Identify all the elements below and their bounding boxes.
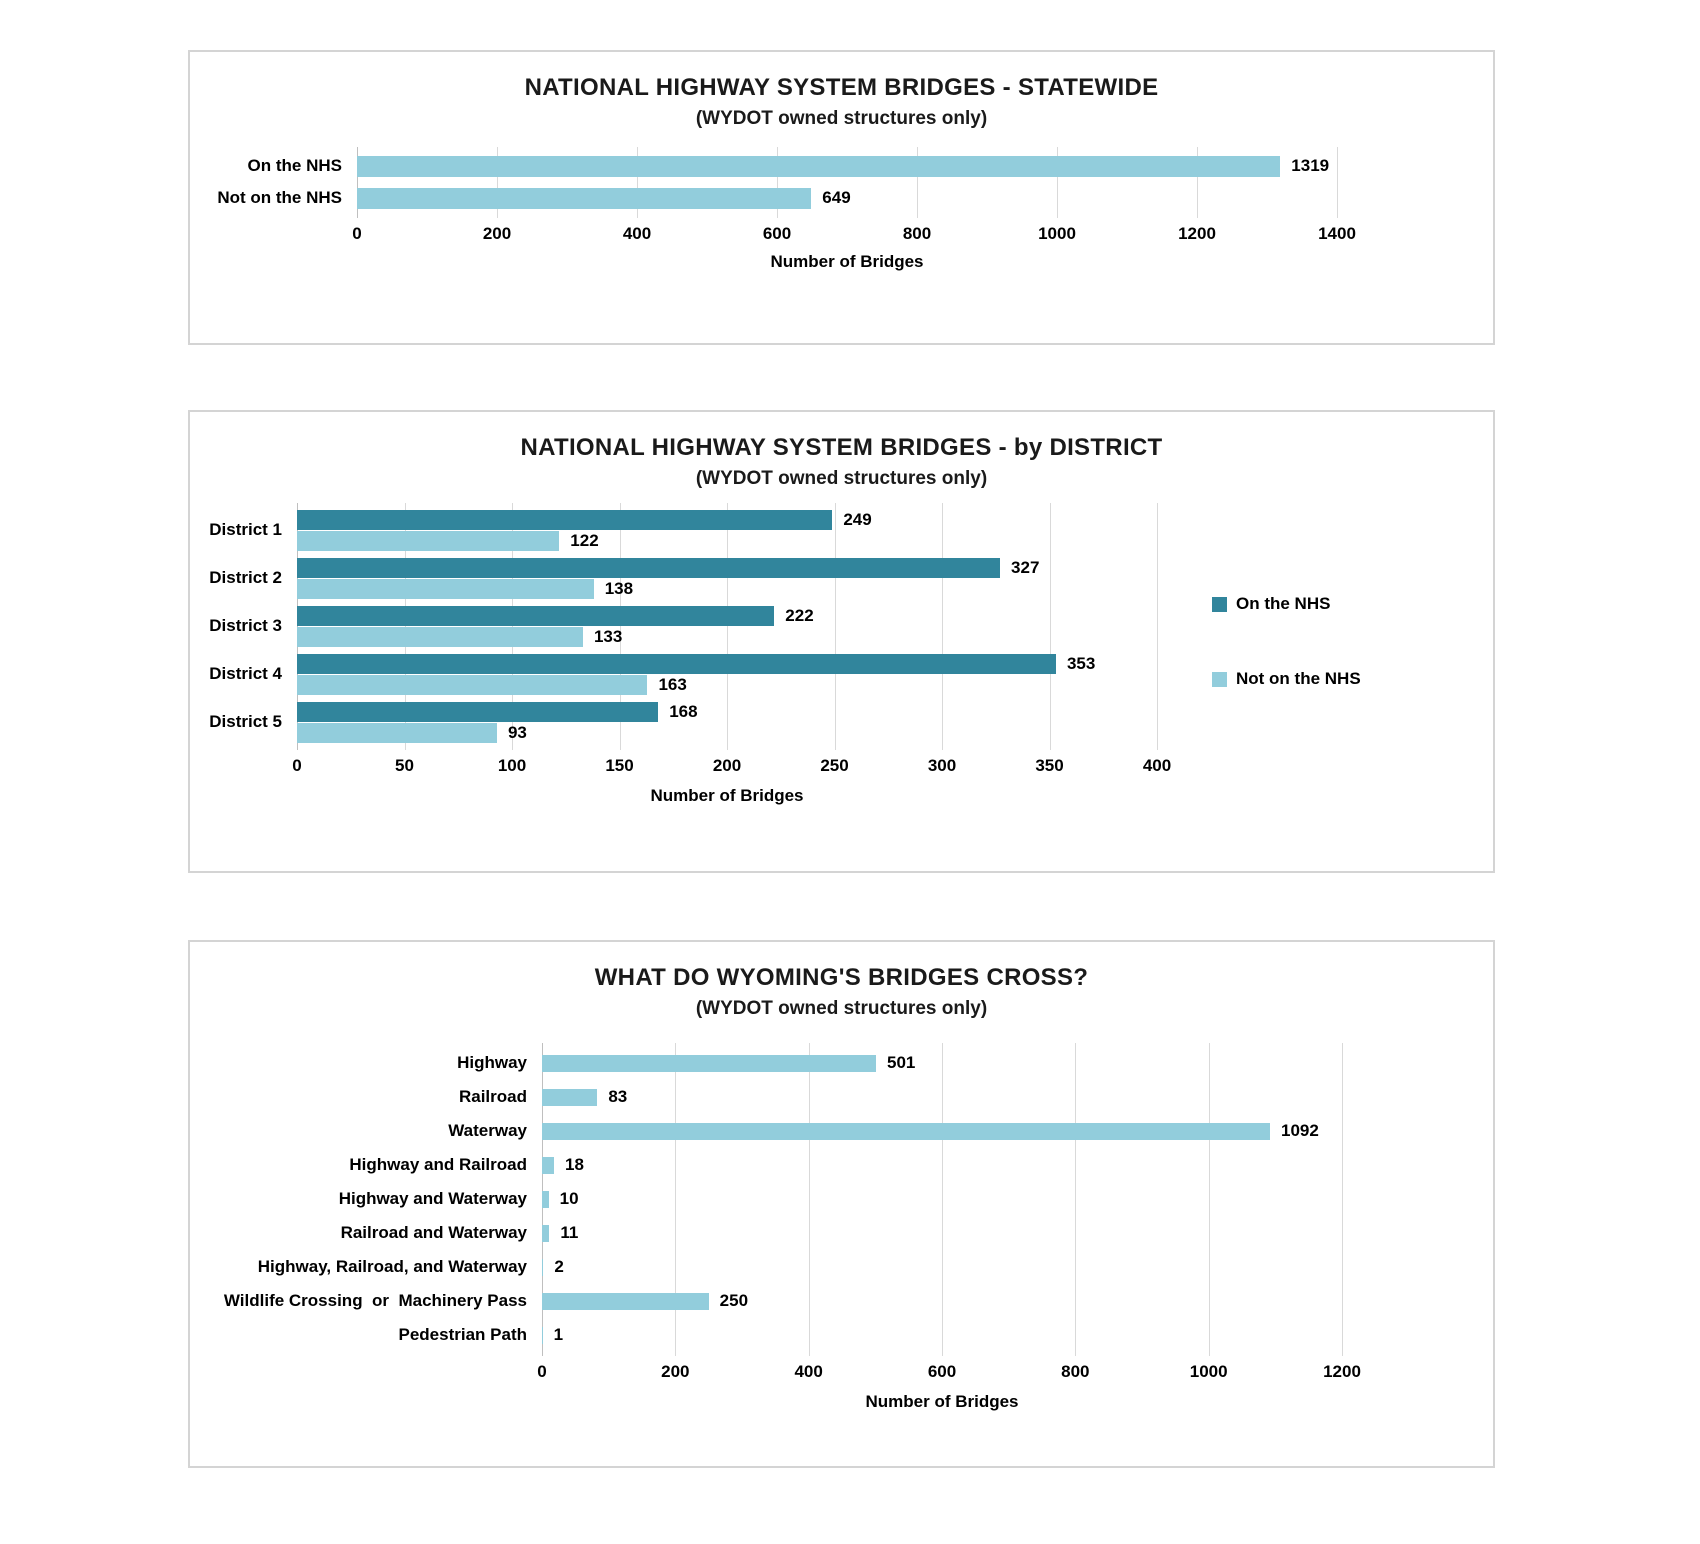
chart-row (190, 1114, 1493, 1148)
bar (542, 1259, 543, 1276)
chart-panel-bridges-cross (188, 940, 1495, 1468)
category-label: District 1 (209, 520, 282, 539)
category-label: Railroad and Waterway (340, 1223, 527, 1242)
category-label: Highway and Waterway (338, 1189, 527, 1208)
category-label: Railroad (458, 1087, 527, 1106)
legend-swatch (1212, 672, 1227, 687)
bar (297, 627, 583, 647)
bar-zone (297, 554, 1157, 602)
chart-row (190, 506, 1493, 554)
value-label: 18 (565, 1155, 584, 1174)
axis-tick-label: 150 (605, 756, 634, 775)
bar-zone (542, 1182, 1342, 1216)
value-label: 1 (553, 1325, 564, 1344)
axis-tick-label: 1000 (1189, 1362, 1228, 1381)
axis-tick-label: 300 (927, 756, 957, 775)
chart-subtitle: (WYDOT owned structures only) (695, 998, 988, 1019)
bar (542, 1055, 876, 1072)
bar (542, 1327, 543, 1344)
bar-zone (357, 182, 1337, 214)
value-label: 327 (1011, 557, 1040, 577)
chart-row (190, 1318, 1493, 1352)
bar (297, 606, 774, 626)
bar-zone (542, 1284, 1342, 1318)
chart-title: NATIONAL HIGHWAY SYSTEM BRIDGES - STATEWIDE (524, 74, 1159, 101)
value-label: 1319 (1291, 156, 1330, 175)
chart-row (190, 1216, 1493, 1250)
x-axis-ticks (537, 1352, 1361, 1390)
bar-zone (542, 1080, 1342, 1114)
bar-zone (542, 1250, 1342, 1284)
x-axis-ticks (292, 746, 1172, 784)
axis-tick-label: 250 (820, 756, 849, 775)
axis-tick-label: 0 (352, 224, 362, 243)
bar (542, 1191, 549, 1208)
bar (542, 1123, 1270, 1140)
category-label: Pedestrian Path (398, 1325, 527, 1344)
axis-tick-label: 400 (794, 1362, 823, 1381)
category-label: Waterway (448, 1121, 527, 1140)
category-label: Highway and Railroad (349, 1155, 527, 1174)
category-label: Highway, Railroad, and Waterway (257, 1257, 527, 1276)
chart-subtitle: (WYDOT owned structures only) (695, 108, 988, 129)
chart-row (190, 698, 1493, 746)
value-label: 501 (887, 1053, 916, 1072)
x-axis-title: Number of Bridges (650, 786, 804, 805)
chart-row (190, 150, 1493, 182)
axis-tick-label: 600 (762, 224, 792, 243)
bar-zone (542, 1318, 1342, 1352)
legend-label: Not on the NHS (1236, 669, 1361, 688)
chart-panel-statewide (188, 50, 1495, 345)
axis-tick-label: 400 (622, 224, 652, 243)
bar-zone (297, 506, 1157, 554)
bar (297, 531, 559, 551)
plot-area (190, 1046, 1493, 1390)
bar (297, 675, 647, 695)
bar-zone (542, 1046, 1342, 1080)
bar (542, 1293, 709, 1310)
axis-tick-label: 350 (1035, 756, 1064, 775)
legend (1212, 594, 1361, 689)
bar (357, 156, 1280, 177)
plot-area (190, 506, 1493, 784)
bar-zone (297, 698, 1157, 746)
bar (357, 188, 811, 209)
value-label: 10 (559, 1189, 579, 1208)
bar (297, 654, 1056, 674)
bar (297, 558, 1000, 578)
bar-zone (542, 1148, 1342, 1182)
bar (297, 579, 594, 599)
axis-tick-label: 1200 (1178, 224, 1216, 243)
category-label: District 4 (209, 664, 282, 683)
bar-zone (542, 1114, 1342, 1148)
axis-tick-label: 200 (712, 756, 742, 775)
bar-zone (297, 602, 1157, 650)
chart-row (190, 1284, 1493, 1318)
legend-swatch (1212, 597, 1227, 612)
axis-tick-label: 0 (537, 1362, 547, 1381)
axis-tick-label: 1400 (1318, 224, 1356, 243)
chart-row (190, 1046, 1493, 1080)
value-label: 249 (843, 509, 872, 529)
axis-tick-label: 100 (497, 756, 527, 775)
x-axis-title: Number of Bridges (770, 252, 924, 271)
x-axis-title: Number of Bridges (865, 1392, 1019, 1411)
axis-tick-label: 800 (1061, 1362, 1090, 1381)
chart-row (190, 1080, 1493, 1114)
category-label: On the NHS (247, 156, 342, 175)
value-label: 353 (1066, 653, 1096, 673)
axis-tick-label: 0 (292, 756, 302, 775)
value-label: 133 (593, 626, 623, 646)
category-label: District 3 (209, 616, 282, 635)
x-axis-ticks (352, 214, 1356, 250)
legend-item (1212, 669, 1361, 689)
value-label: 168 (669, 701, 698, 721)
legend-item (1212, 594, 1361, 614)
bar (542, 1089, 597, 1106)
chart-title: NATIONAL HIGHWAY SYSTEM BRIDGES - by DISTRICT (520, 434, 1163, 461)
value-label: 83 (608, 1087, 628, 1106)
legend-label: On the NHS (1236, 594, 1331, 613)
value-label: 2 (554, 1257, 564, 1276)
category-label: Wildlife Crossing or Machinery Pass (223, 1291, 527, 1310)
chart-row (190, 1182, 1493, 1216)
value-label: 138 (604, 578, 634, 598)
bar (542, 1157, 554, 1174)
category-label: Not on the NHS (217, 188, 342, 207)
value-label: 222 (785, 605, 814, 625)
axis-tick-label: 200 (661, 1362, 690, 1381)
axis-tick-label: 50 (395, 756, 414, 775)
axis-tick-label: 200 (482, 224, 512, 243)
chart-subtitle: (WYDOT owned structures only) (695, 468, 988, 489)
bar-zone (297, 650, 1157, 698)
axis-tick-label: 600 (927, 1362, 957, 1381)
value-label: 649 (822, 188, 851, 207)
value-label: 163 (658, 674, 687, 694)
chart-panel-by-district (188, 410, 1495, 873)
chart-row (190, 1148, 1493, 1182)
category-label: District 5 (209, 712, 282, 731)
plot-area (190, 150, 1493, 250)
axis-tick-label: 1000 (1038, 224, 1076, 243)
category-label: Highway (457, 1053, 527, 1072)
value-label: 11 (560, 1223, 579, 1242)
bar (297, 510, 832, 530)
bar (297, 702, 658, 722)
bar-zone (542, 1216, 1342, 1250)
chart-row (190, 182, 1493, 214)
bar (542, 1225, 549, 1242)
axis-tick-label: 400 (1142, 756, 1172, 775)
axis-tick-label: 800 (902, 224, 932, 243)
category-label: District 2 (209, 568, 282, 587)
chart-title: WHAT DO WYOMING'S BRIDGES CROSS? (594, 964, 1089, 991)
value-label: 93 (507, 722, 527, 742)
value-label: 122 (570, 530, 599, 550)
axis-tick-label: 1200 (1323, 1362, 1361, 1381)
value-label: 1092 (1281, 1121, 1319, 1140)
bar (297, 723, 497, 743)
chart-row (190, 1250, 1493, 1284)
bar-zone (357, 150, 1337, 182)
value-label: 250 (719, 1291, 749, 1310)
